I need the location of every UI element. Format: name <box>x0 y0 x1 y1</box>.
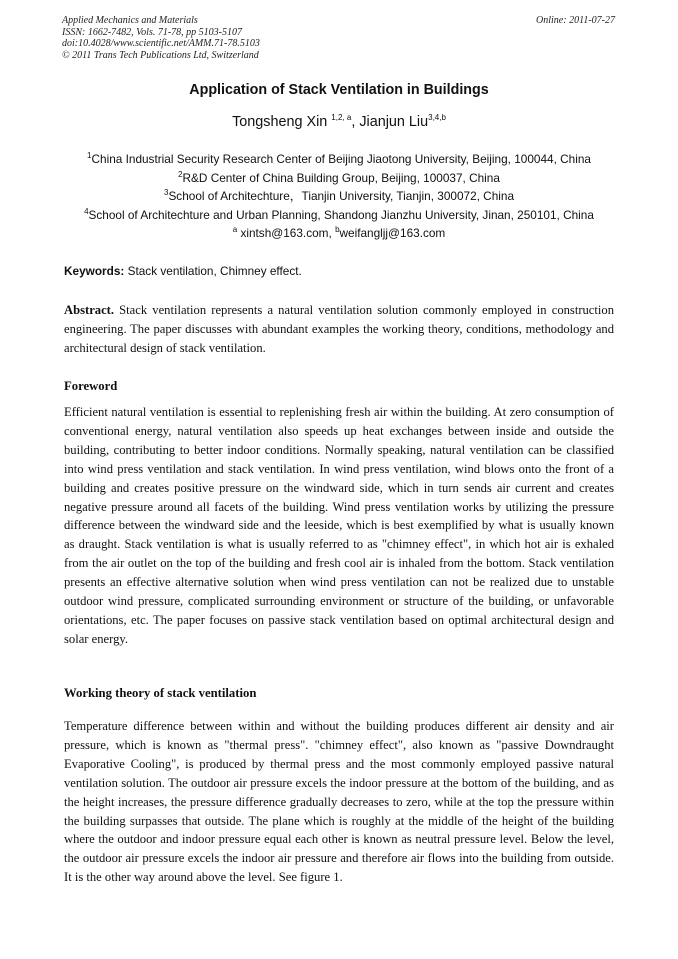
section-heading-foreword: Foreword <box>64 379 118 393</box>
author-list <box>0 114 678 130</box>
keywords-label: Keywords: <box>64 264 125 278</box>
affiliation-sup: 2 <box>178 169 183 179</box>
email-separator: , <box>328 226 336 241</box>
copyright-line: © 2011 Trans Tech Publications Ltd, Switzerland <box>62 49 259 61</box>
doi-line: doi:10.4028/www.scientific.net/AMM.71-78.5103 <box>62 38 260 49</box>
affiliation-line <box>0 169 678 188</box>
affiliation-sup: 1 <box>87 151 92 161</box>
email-sup: b <box>335 225 340 235</box>
author-sup: 3,4,b <box>428 113 446 123</box>
author-sup: 1,2, a <box>331 113 352 123</box>
keywords <box>64 264 302 278</box>
paper-title: Application of Stack Ventilation in Buildings <box>189 82 489 98</box>
email-link[interactable]: weifangljj@163.com <box>339 226 446 241</box>
abstract <box>64 301 614 358</box>
affiliation-text: School of Architechture，Tianjin University, Tianjin, 300072, China <box>168 189 515 204</box>
email-line <box>0 224 678 243</box>
author-separator: , <box>351 114 360 130</box>
abstract-label: Abstract. <box>64 303 115 317</box>
author-name: Tongsheng Xin <box>232 114 328 130</box>
section-body-foreword: Efficient natural ventilation is essential to replenishing fresh air within the building. At zero consumption of conventional energy, natural ventilation also speeds up heat exchanges between inside and outside the building, contributing to better indoor conditions. Normally speaking, natural ventilation can be classified into wind press ventilation and stack ventilation. In wind press ventilation, wind blows onto the front of a building and creates positive pressure on the windward side, which in turn sends air current and creates negative pressure around all facets of the building. Wind press ventilation works by utilizing the pressure difference between the windward side and the leeside, which is best exemplified by what is usually known as draught. Stack ventilation is what is usually referred to as "chimney effect", in which hot air is exhaled from the air outlet on the top of the building and fresh cool air is inhaled from the bottom. Stack ventilation presents an effective alternative solution when wind press ventilation can not be realized due to unstable outdoor wind pressure, complicated surrounding environment or structure of the building, or unfavorable orientations, etc. The paper focuses on passive stack ventilation based on optimal architectural design and solar energy. <box>64 405 614 646</box>
author-name: Jianjun Liu <box>359 114 429 130</box>
affiliation-sup: 3 <box>163 188 169 198</box>
affiliation-line <box>0 150 678 169</box>
affiliation-sup: 4 <box>84 206 89 216</box>
email-link[interactable]: xintsh@163.com <box>240 226 329 241</box>
affiliation-text: School of Architechture and Urban Planning, Shandong Jianzhu University, Jinan, 250101, China <box>88 207 594 222</box>
affiliation-text: China Industrial Security Research Center of Beijing Jiaotong University, Beijing, 100044, China <box>91 152 591 166</box>
affiliation-line <box>0 187 678 206</box>
journal-name: Applied Mechanics and Materials <box>62 15 198 26</box>
affiliation-line <box>0 206 678 225</box>
abstract-text: Stack ventilation represents a natural ventilation solution commonly employed in construction engineering. The paper discusses with abundant examples the working theory, conditions, methodology and architectural design of stack ventilation. <box>64 303 614 355</box>
affiliations <box>0 150 678 243</box>
section-body-working-theory: Temperature difference between within and without the building produces different air density and air pressure, which is known as "thermal press". "chimney effect", also known as "passive Downdraught Evaporative Cooling", is produced by thermal press and the most commonly employed passive natural ventilation solution. The outdoor air pressure excels the indoor pressure at the bottom of the building, and as the height increases, the pressure difference gradually decreases to zero, while at the top the pressure within the building surpasses that outside. The plane which is roughly at the middle of the height of the building where the outdoor and indoor pressure equal each other is known as neutral pressure level. Below the level, the outdoor air pressure excels the indoor air pressure and therefore air flows into the building from outside. It is the other way around above the level. See figure 1. <box>64 719 614 885</box>
running-header <box>62 15 615 61</box>
keywords-text: Stack ventilation, Chimney effect. <box>127 264 302 278</box>
email-sup: a <box>232 225 238 235</box>
affiliation-text: R&D Center of China Building Group, Beijing, 100037, China <box>182 170 500 185</box>
online-date: Online: 2011-07-27 <box>536 15 615 26</box>
section-heading-working-theory: Working theory of stack ventilation <box>64 686 257 700</box>
issn-line: ISSN: 1662-7482, Vols. 71-78, pp 5103-5107 <box>62 26 242 38</box>
